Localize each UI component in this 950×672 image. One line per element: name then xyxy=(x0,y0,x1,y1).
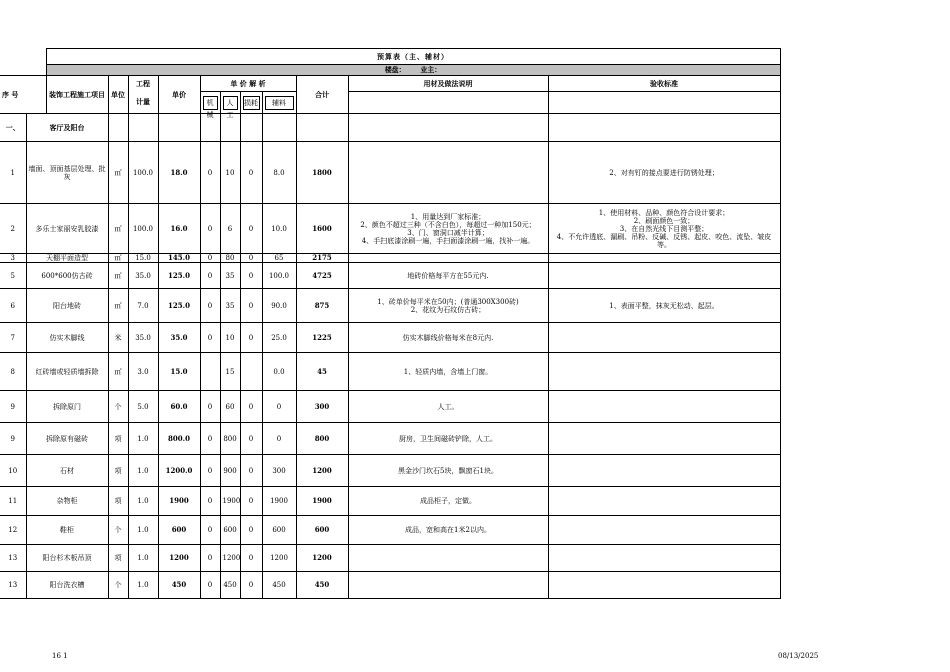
machine-header: 机械 xyxy=(200,92,220,114)
table-row xyxy=(0,516,780,545)
row-unit: ㎡ xyxy=(108,254,128,263)
row-aux: 0 xyxy=(262,423,296,455)
row-labor: 10 xyxy=(220,323,240,353)
row-price: 1200.0 xyxy=(158,455,200,487)
row-price: 60.0 xyxy=(158,391,200,423)
row-price: 18.0 xyxy=(158,142,200,204)
row-machine: 0 xyxy=(200,423,220,455)
row-unit: 个 xyxy=(108,572,128,599)
row-number: 7 xyxy=(0,323,26,353)
row-aux: 1200 xyxy=(262,545,296,572)
table-row xyxy=(0,391,780,423)
row-total: 1225 xyxy=(296,323,348,353)
table-row xyxy=(0,545,780,572)
row-loss: 0 xyxy=(240,289,262,323)
row-unit: 项 xyxy=(108,455,128,487)
row-price: 145.0 xyxy=(158,254,200,263)
row-price: 15.0 xyxy=(158,353,200,391)
row-desc xyxy=(348,545,548,572)
row-machine xyxy=(200,353,220,391)
row-number: 9 xyxy=(0,391,26,423)
row-labor: 10 xyxy=(220,142,240,204)
row-labor: 900 xyxy=(220,455,240,487)
row-total: 875 xyxy=(296,289,348,323)
row-unit: ㎡ xyxy=(108,204,128,254)
row-number: 11 xyxy=(0,487,26,516)
row-total: 1800 xyxy=(296,142,348,204)
row-aux: 300 xyxy=(262,455,296,487)
standard-header-blank xyxy=(548,92,780,114)
row-loss: 0 xyxy=(240,455,262,487)
row-item-name: 拆除原门 xyxy=(26,391,108,423)
table-row xyxy=(0,323,780,353)
row-total: 1200 xyxy=(296,455,348,487)
row-price: 1900 xyxy=(158,487,200,516)
row-unit: ㎡ xyxy=(108,142,128,204)
row-standard: 2、对有钉的接点要进行防锈处理； xyxy=(548,142,780,204)
row-standard xyxy=(548,423,780,455)
loss-header: 损耗 xyxy=(240,92,262,114)
table-row xyxy=(0,455,780,487)
row-desc xyxy=(348,254,548,263)
seq-header: 序 号 xyxy=(0,76,46,114)
row-aux: 600 xyxy=(262,516,296,545)
row-aux: 90.0 xyxy=(262,289,296,323)
row-number: 12 xyxy=(0,516,26,545)
row-qty: 1.0 xyxy=(128,545,158,572)
row-standard xyxy=(548,487,780,516)
row-price: 125.0 xyxy=(158,263,200,289)
row-unit: 米 xyxy=(108,323,128,353)
row-item-name: 阳台杉木板吊顶 xyxy=(26,545,108,572)
row-price: 125.0 xyxy=(158,289,200,323)
row-number: 3 xyxy=(0,254,26,263)
row-machine: 0 xyxy=(200,516,220,545)
row-item-name: 阳台洗衣槽 xyxy=(26,572,108,599)
row-labor: 600 xyxy=(220,516,240,545)
row-desc: 1、砖单价每平米在50内；(普通300X300砖) 2、花纹为石纹仿古砖； xyxy=(348,289,548,323)
row-qty: 100.0 xyxy=(128,142,158,204)
row-number: 5 xyxy=(0,263,26,289)
sheet-title: 预算表（主、辅材） xyxy=(46,49,780,65)
row-loss: 0 xyxy=(240,391,262,423)
row-aux: 1900 xyxy=(262,487,296,516)
row-unit: ㎡ xyxy=(108,289,128,323)
row-machine: 0 xyxy=(200,323,220,353)
row-standard xyxy=(548,254,780,263)
table-row xyxy=(0,254,780,263)
row-aux: 8.0 xyxy=(262,142,296,204)
row-labor: 35 xyxy=(220,289,240,323)
qty-header-bottom: 计量 xyxy=(128,92,158,114)
unit-header: 单位 xyxy=(108,76,128,114)
row-loss: 0 xyxy=(240,254,262,263)
row-loss: 0 xyxy=(240,204,262,254)
row-loss: 0 xyxy=(240,142,262,204)
row-loss: 0 xyxy=(240,423,262,455)
row-unit: 项 xyxy=(108,423,128,455)
row-standard xyxy=(548,263,780,289)
qty-header-top: 工程 xyxy=(128,76,158,92)
row-aux: 65 xyxy=(262,254,296,263)
breakdown-header: 单 价 解 析 xyxy=(200,76,296,92)
row-loss xyxy=(240,353,262,391)
row-item-name: 多乐士家丽安乳胶漆 xyxy=(26,204,108,254)
row-standard xyxy=(548,391,780,423)
row-aux: 25.0 xyxy=(262,323,296,353)
row-qty: 100.0 xyxy=(128,204,158,254)
row-labor: 15 xyxy=(220,353,240,391)
row-loss: 0 xyxy=(240,572,262,599)
section-number: 一、 xyxy=(0,114,26,142)
row-total: 1200 xyxy=(296,545,348,572)
row-item-name: 仿实木脚线 xyxy=(26,323,108,353)
row-unit: ㎡ xyxy=(108,263,128,289)
row-qty: 1.0 xyxy=(128,572,158,599)
row-labor: 6 xyxy=(220,204,240,254)
row-number: 6 xyxy=(0,289,26,323)
row-loss: 0 xyxy=(240,545,262,572)
row-unit: ㎡ xyxy=(108,353,128,391)
row-item-name: 拆除原有磁砖 xyxy=(26,423,108,455)
row-item-name: 天棚平面造型 xyxy=(26,254,108,263)
row-number: 13 xyxy=(0,545,26,572)
row-total: 600 xyxy=(296,516,348,545)
row-desc: 黑金沙门坎石5块，飘窗石1块。 xyxy=(348,455,548,487)
row-standard xyxy=(548,516,780,545)
row-standard xyxy=(548,323,780,353)
row-qty: 1.0 xyxy=(128,423,158,455)
row-labor: 450 xyxy=(220,572,240,599)
row-number: 10 xyxy=(0,455,26,487)
row-loss: 0 xyxy=(240,263,262,289)
standard-header: 验收标准 xyxy=(548,76,780,92)
row-machine: 0 xyxy=(200,487,220,516)
row-machine: 0 xyxy=(200,572,220,599)
row-unit: 个 xyxy=(108,516,128,545)
row-labor: 80 xyxy=(220,254,240,263)
row-desc: 仿实木脚线价格每米在8元内. xyxy=(348,323,548,353)
table-row xyxy=(0,572,780,599)
table-row xyxy=(0,142,780,204)
footer-date: 08/13/2025 xyxy=(778,652,819,660)
row-desc xyxy=(348,142,548,204)
table-row xyxy=(0,263,780,289)
row-qty: 1.0 xyxy=(128,455,158,487)
row-machine: 0 xyxy=(200,254,220,263)
row-item-name: 600*600仿古砖 xyxy=(26,263,108,289)
row-machine: 0 xyxy=(200,263,220,289)
row-loss: 0 xyxy=(240,323,262,353)
table-row xyxy=(0,353,780,391)
row-aux: 0.0 xyxy=(262,353,296,391)
subheader-bar xyxy=(46,65,780,76)
row-price: 1200 xyxy=(158,545,200,572)
row-qty: 1.0 xyxy=(128,487,158,516)
table-row xyxy=(0,204,780,254)
row-standard: 1、表面平整，抹灰无松动、起层。 xyxy=(548,289,780,323)
row-loss: 0 xyxy=(240,487,262,516)
footer-page: 16 1 xyxy=(52,652,68,660)
table-row xyxy=(0,289,780,323)
row-aux: 450 xyxy=(262,572,296,599)
row-aux: 100.0 xyxy=(262,263,296,289)
row-number: 1 xyxy=(0,142,26,204)
row-labor: 800 xyxy=(220,423,240,455)
labor-header: 人工 xyxy=(220,92,240,114)
owner-label: 业主： xyxy=(420,65,442,74)
row-machine: 0 xyxy=(200,391,220,423)
row-number: 8 xyxy=(0,353,26,391)
row-desc xyxy=(348,572,548,599)
row-total: 1600 xyxy=(296,204,348,254)
table-row xyxy=(0,487,780,516)
total-header: 合计 xyxy=(296,76,348,114)
row-aux: 10.0 xyxy=(262,204,296,254)
row-qty: 3.0 xyxy=(128,353,158,391)
row-standard: 1、使用材料、品种、颜色符合设计要求； 2、刷面颜色一致； 3、在自然光线下目测平整； 4、不允许透底、漏刷、吊粉、反碱、反锈、起皮、咬色、流坠、皱皮等。 xyxy=(548,204,780,254)
row-standard xyxy=(548,545,780,572)
item-header: 装饰工程施工项目 xyxy=(46,76,108,114)
row-qty: 5.0 xyxy=(128,391,158,423)
row-qty: 15.0 xyxy=(128,254,158,263)
row-standard xyxy=(548,572,780,599)
desc-header: 用材及做法说明 xyxy=(348,76,548,92)
row-unit: 项 xyxy=(108,545,128,572)
row-total: 2175 xyxy=(296,254,348,263)
row-number: 13 xyxy=(0,572,26,599)
row-standard xyxy=(548,455,780,487)
row-machine: 0 xyxy=(200,289,220,323)
row-price: 600 xyxy=(158,516,200,545)
row-number: 2 xyxy=(0,204,26,254)
row-machine: 0 xyxy=(200,142,220,204)
row-total: 800 xyxy=(296,423,348,455)
row-loss: 0 xyxy=(240,516,262,545)
row-standard xyxy=(548,353,780,391)
row-price: 35.0 xyxy=(158,323,200,353)
row-unit: 项 xyxy=(108,487,128,516)
row-item-name: 杂物柜 xyxy=(26,487,108,516)
row-labor: 35 xyxy=(220,263,240,289)
row-qty: 1.0 xyxy=(128,516,158,545)
row-item-name: 墙面、顶面基层处理、批灰 xyxy=(26,142,108,204)
row-machine: 0 xyxy=(200,545,220,572)
row-total: 450 xyxy=(296,572,348,599)
row-number: 9 xyxy=(0,423,26,455)
row-machine: 0 xyxy=(200,455,220,487)
row-machine: 0 xyxy=(200,204,220,254)
desc-header-blank xyxy=(348,92,548,114)
row-qty: 35.0 xyxy=(128,323,158,353)
row-total: 300 xyxy=(296,391,348,423)
row-total: 45 xyxy=(296,353,348,391)
row-total: 1900 xyxy=(296,487,348,516)
row-item-name: 鞋柜 xyxy=(26,516,108,545)
row-unit: 个 xyxy=(108,391,128,423)
row-desc: 地砖价格每平方在55元内. xyxy=(348,263,548,289)
row-desc: 成品，宽和高在1米2以内。 xyxy=(348,516,548,545)
row-labor: 1900 xyxy=(220,487,240,516)
row-item-name: 石材 xyxy=(26,455,108,487)
row-labor: 60 xyxy=(220,391,240,423)
budget-table xyxy=(0,48,781,599)
building-label: 楼盘： xyxy=(384,65,406,74)
row-price: 450 xyxy=(158,572,200,599)
row-aux: 0 xyxy=(262,391,296,423)
row-desc: 1、轻质内墙，含墙上门窗。 xyxy=(348,353,548,391)
row-item-name: 红砖墙或轻质墙拆除 xyxy=(26,353,108,391)
row-desc: 1、用量达到厂家标准； 2、颜色不超过三种（不含白色），每超过一种加150元； 3、门、窗洞口减半计算； 4、手扫底漆涂刷一遍，手扫面漆涂刷一遍，找补一遍。 xyxy=(348,204,548,254)
row-qty: 35.0 xyxy=(128,263,158,289)
section-name: 客厅及阳台 xyxy=(26,114,108,142)
row-qty: 7.0 xyxy=(128,289,158,323)
row-total: 4725 xyxy=(296,263,348,289)
row-labor: 1200 xyxy=(220,545,240,572)
row-desc: 成品柜子，定做。 xyxy=(348,487,548,516)
row-price: 16.0 xyxy=(158,204,200,254)
row-price: 800.0 xyxy=(158,423,200,455)
row-desc: 人工。 xyxy=(348,391,548,423)
table-row xyxy=(0,423,780,455)
row-item-name: 阳台地砖 xyxy=(26,289,108,323)
aux-header: 辅料 xyxy=(262,92,296,114)
row-desc: 厨房，卫生间磁砖铲除，人工。 xyxy=(348,423,548,455)
price-header: 单价 xyxy=(158,76,200,114)
